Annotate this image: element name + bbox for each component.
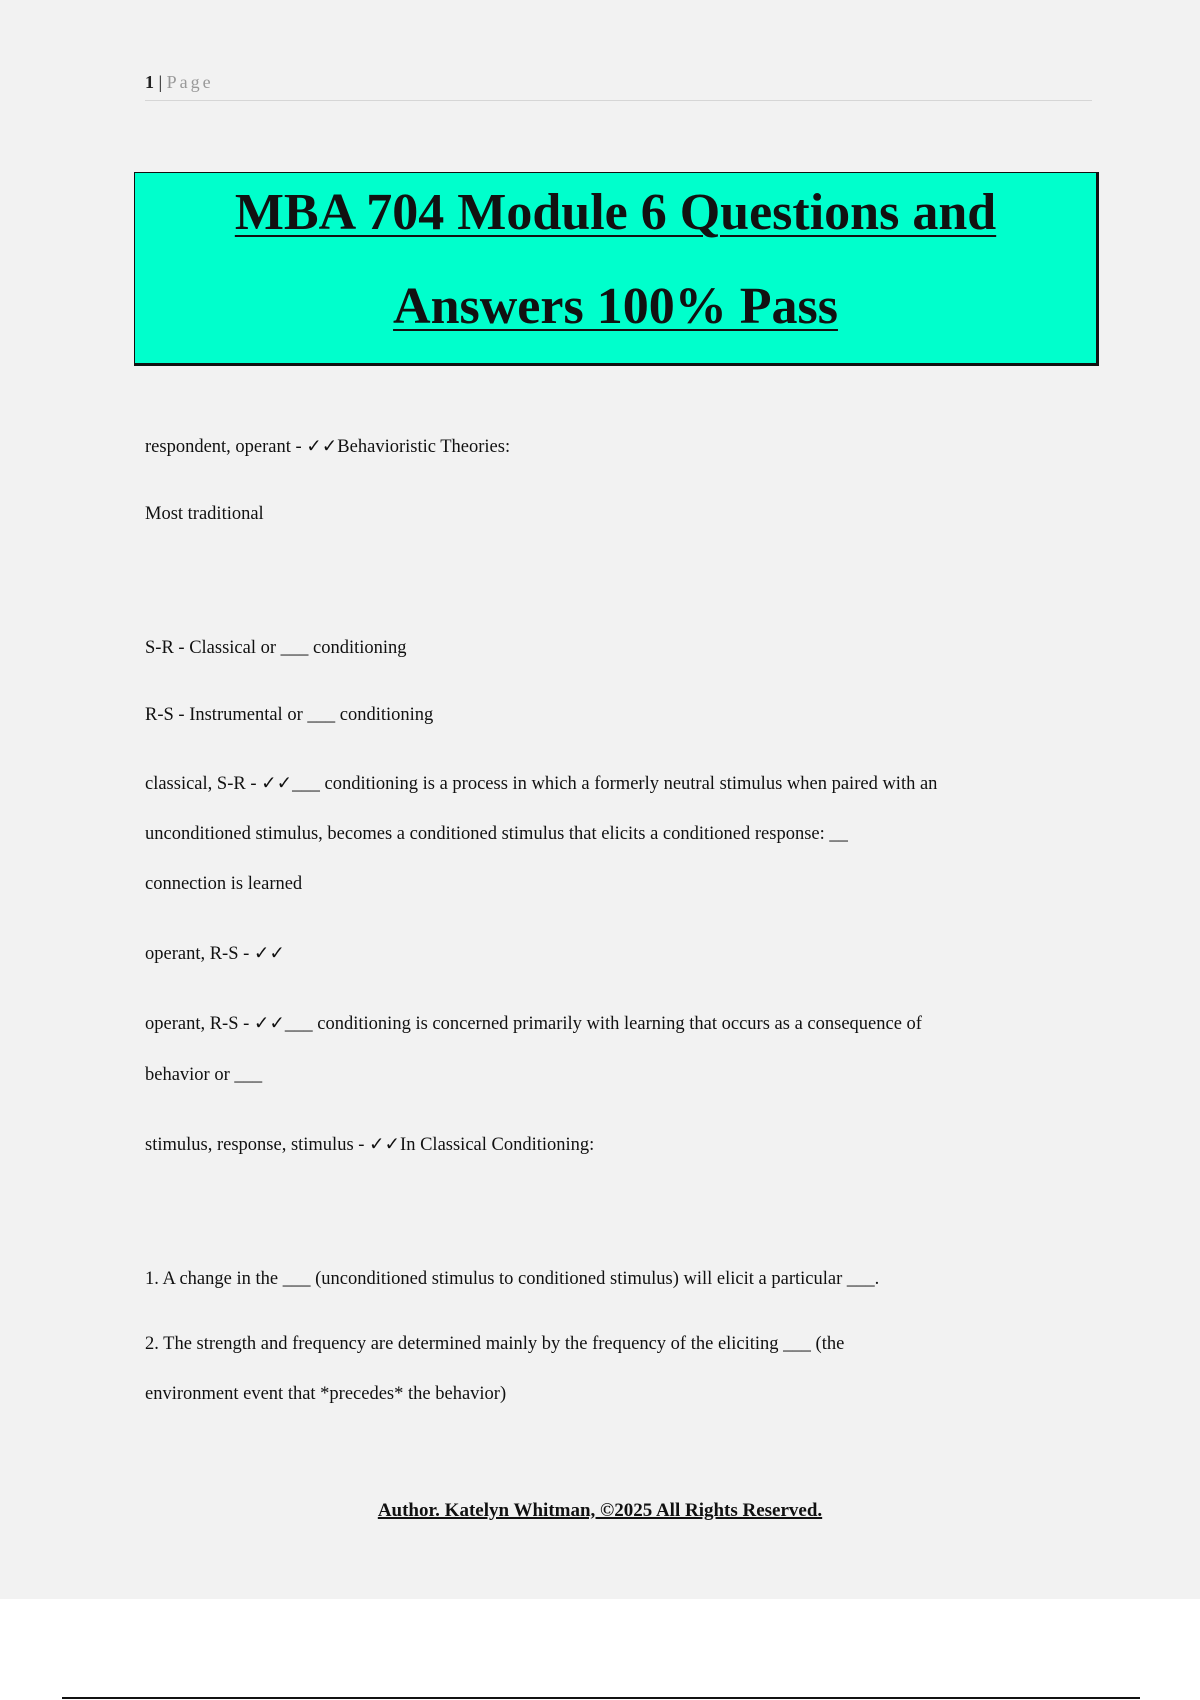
page-label: Page — [166, 72, 214, 92]
text-line: connection is learned — [145, 874, 303, 894]
title-box — [134, 172, 1099, 366]
page-separator: | — [154, 72, 167, 92]
page-header — [145, 72, 214, 93]
text-line: behavior or ___ — [145, 1065, 263, 1085]
text-line: 1. A change in the ___ (unconditioned stimulus to conditioned stimulus) will elicit a particular ___. — [145, 1269, 880, 1289]
bottom-divider — [62, 1697, 1140, 1699]
text-line: S-R - Classical or ___ conditioning — [145, 638, 407, 658]
text-line: environment event that *precedes* the behavior) — [145, 1384, 507, 1404]
title-line-1: MBA 704 Module 6 Questions and — [234, 184, 997, 241]
header-divider — [145, 100, 1092, 101]
text-line: operant, R-S - ✓✓___ conditioning is concerned primarily with learning that occurs as a consequence of — [145, 1014, 922, 1034]
title-line-2: Answers 100% Pass — [393, 278, 838, 335]
text-line: unconditioned stimulus, becomes a conditioned stimulus that elicits a conditioned response: __ — [145, 824, 848, 844]
text-line: respondent, operant - ✓✓Behavioristic Theories: — [145, 437, 511, 457]
text-line: operant, R-S - ✓✓ — [145, 944, 285, 964]
text-line: stimulus, response, stimulus - ✓✓In Classical Conditioning: — [145, 1135, 595, 1155]
text-line: 2. The strength and frequency are determined mainly by the frequency of the eliciting ___ (the — [145, 1334, 845, 1354]
text-line: classical, S-R - ✓✓___ conditioning is a process in which a formerly neutral stimulus when paired with an — [145, 774, 938, 794]
text-line: Most traditional — [145, 504, 264, 524]
text-line: R-S - Instrumental or ___ conditioning — [145, 705, 434, 725]
page-number: 1 — [145, 72, 154, 92]
author-copyright: Author. Katelyn Whitman, ©2025 All Rights Reserved. — [377, 1500, 823, 1521]
